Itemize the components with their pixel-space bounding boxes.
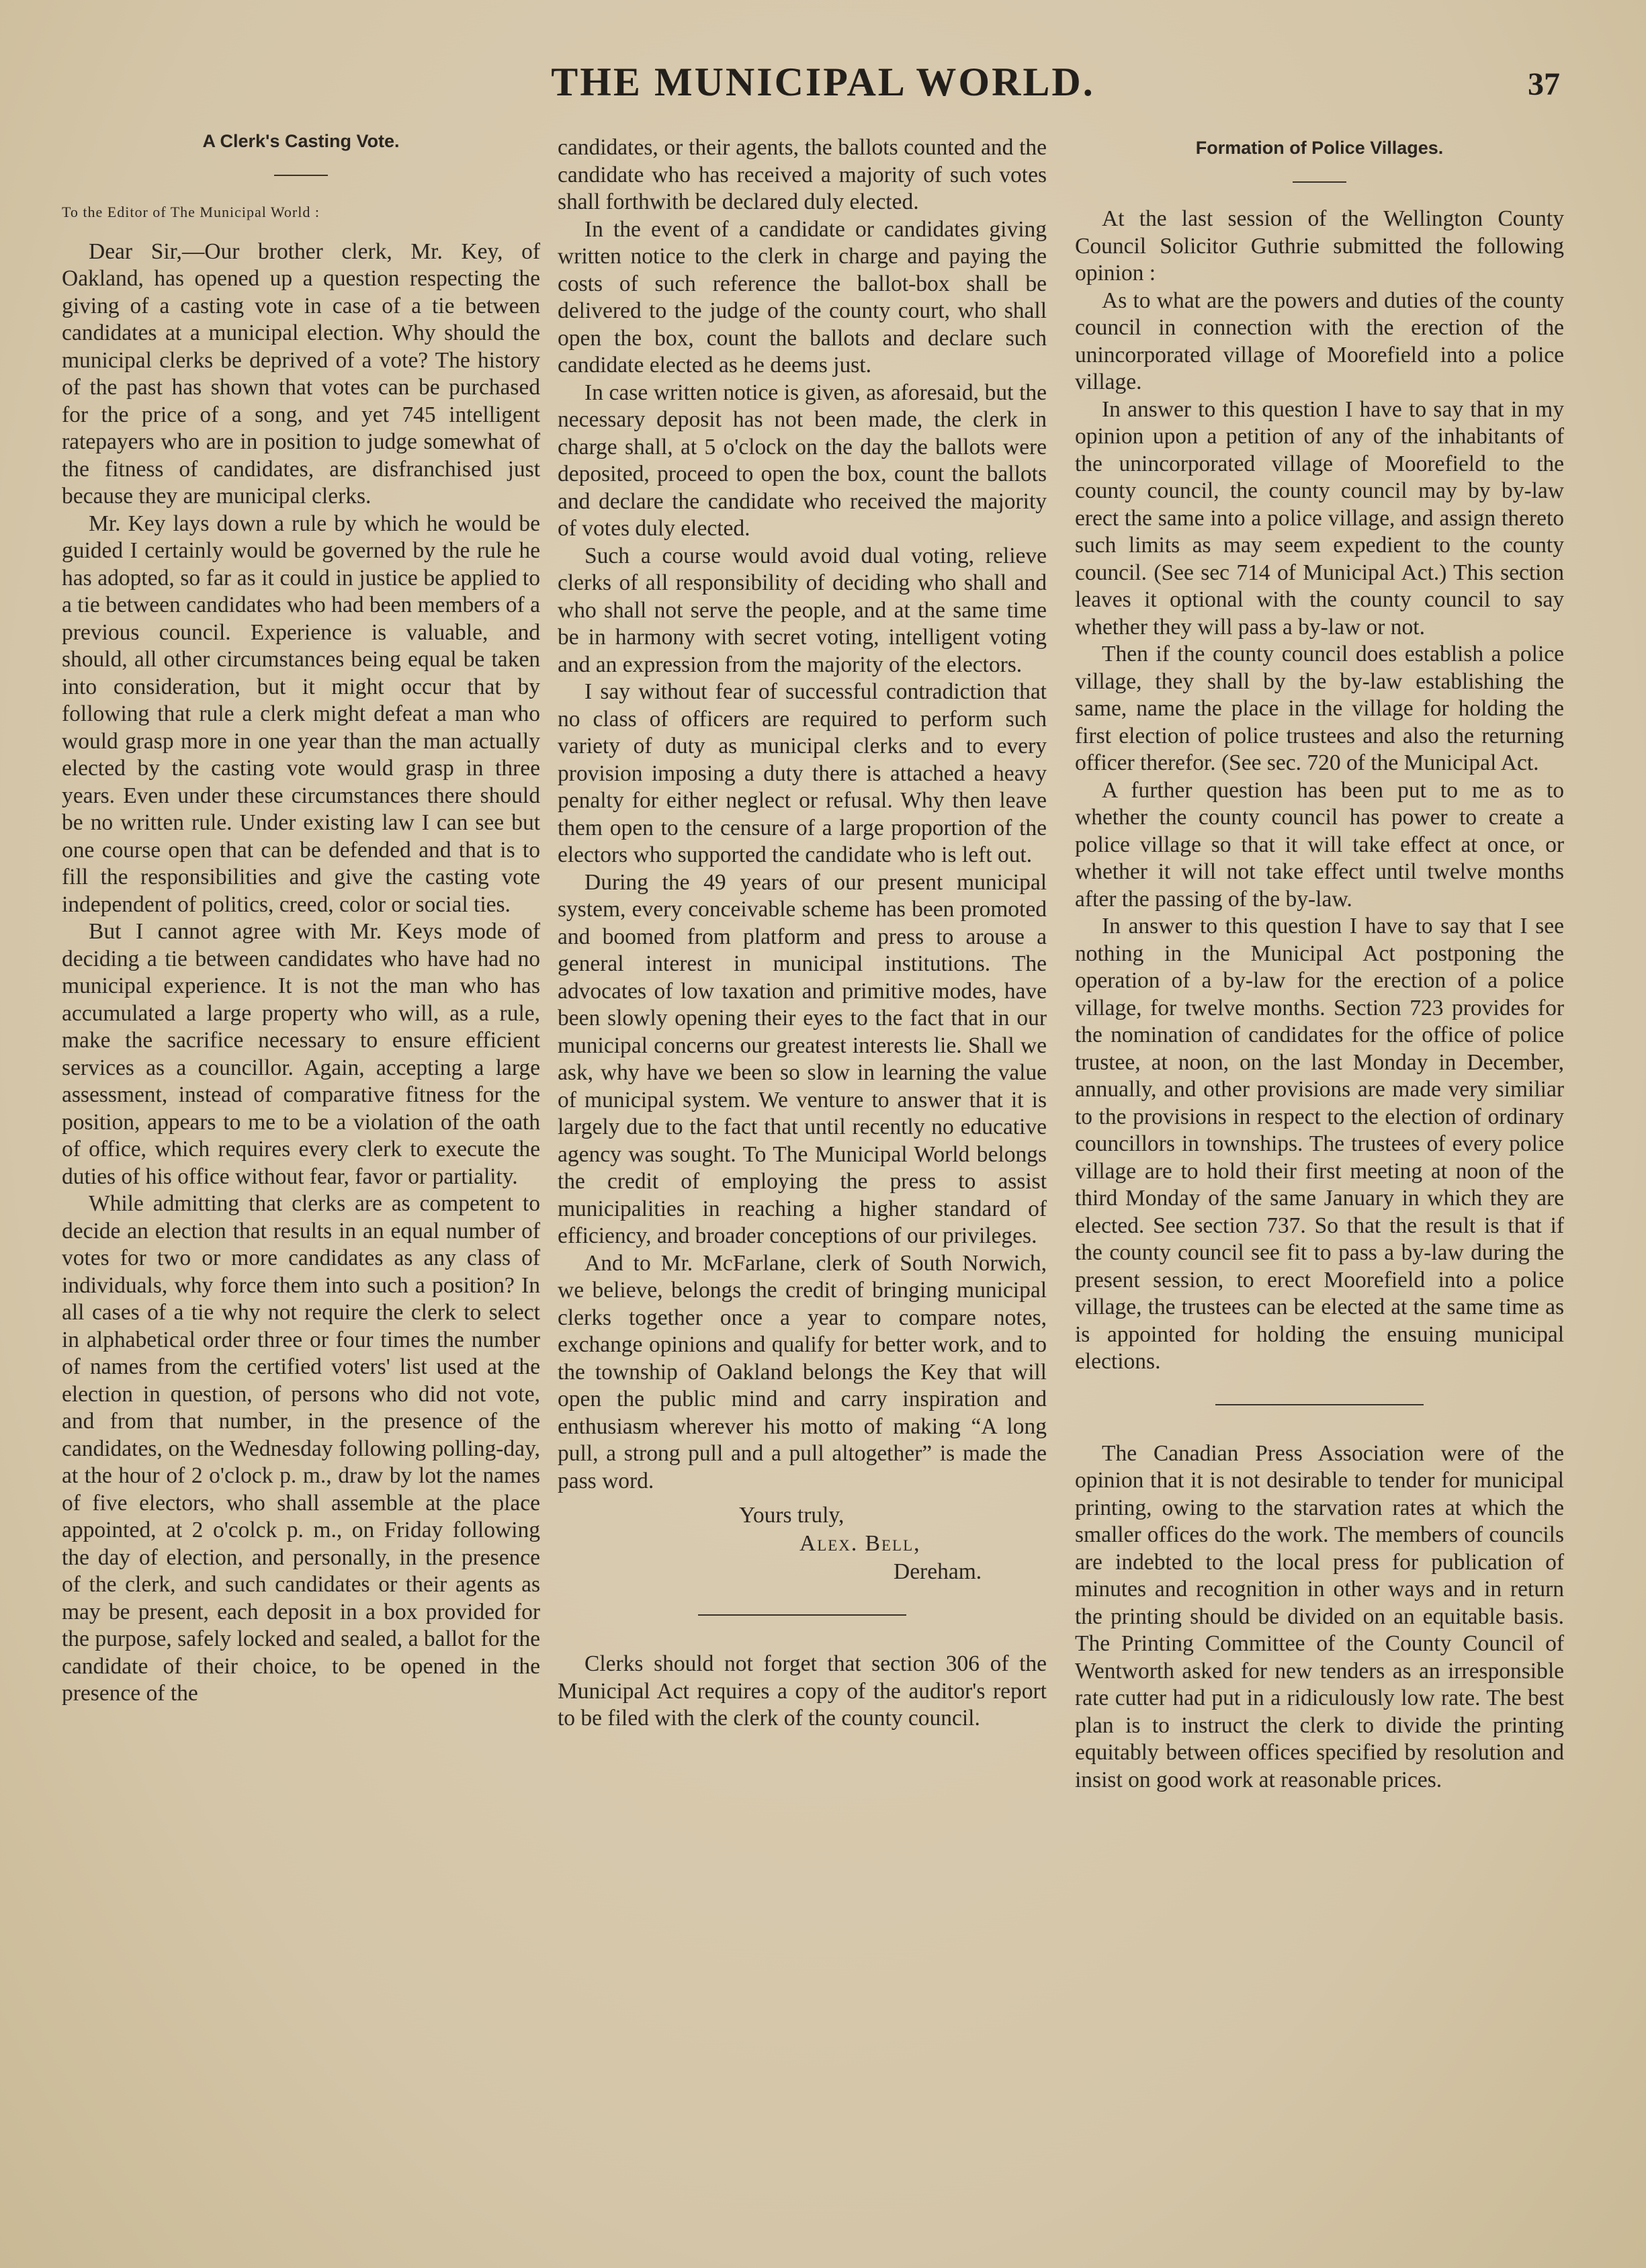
paragraph: I say without fear of successful contradiction that no class of officers are required to perform such variety of duty as municipal clerks and to every provision imposing a duty there is attached a heavy penalty for either neglect or refusal. Why then leave them open to the censure of a large proportion of the electors who supported the candidate who is left out. (558, 679, 1047, 867)
title-divider (274, 175, 328, 176)
paragraph: Such a course would avoid dual voting, relieve clerks of all responsibility of deciding who shall and who shall not serve the people, and at the same time be in harmony with secret voting, intelligent voting and an expression from the majority of the electors. (558, 543, 1047, 677)
article-title-police-villages: Formation of Police Villages. (1195, 138, 1444, 158)
paragraph: In case written notice is given, as aforesaid, but the necessary deposit has not been made, the clerk in charge shall, at 5 o'clock on the day the ballots were deposited, proceed to open the box, count the ballots and declare the candidate who received the majority of votes duly elected. (558, 380, 1047, 541)
paragraph: In answer to this question I have to say that I see nothing in the Municipal Act postponing the operation of a by-law for the erection of a police village, for twelve months. Section 723 provides for the nomination of candidates for the office of police trustee, at noon, on the last Monday in December, annually, and other provisions are made very similiar to the provisions in respect to the election of ordinary councillors in townships. The trustees of every police village are to hold their first meeting at noon of the third Monday of the same January in which they are elected. See section 737. So that the result is that if the county council see fit to pass a by-law during the present session, to erect Moorefield into a police village, the trustees can be elected at the same time as is appointed for holding the ensuing municipal elections. (1075, 914, 1564, 1374)
paragraph: During the 49 years of our present municipal system, every conceivable scheme has been promoted and boomed from platform and press to arouse a general interest in municipal institutions. The advocates of low taxation and primitive modes, have been slowly opening their eyes to the fact that in our municipal concerns our greatest interests lie. Shall we ask, why have we been so slow in learning the value of municipal system. We venture to answer that it is largely due to the fact that until recently no educative agency was sought. To The Municipal World belongs the credit of employing the press to assist municipalities in reaching a higher standard of efficiency, and broader conceptions of our privileges. (558, 869, 1047, 1248)
paragraph: Mr. Key lays down a rule by which he would be guided I certainly would be governed by the rule he has adopted, so far as it could in justice be applied to a tie between candidates who had been members of a previous council. Experience is valuable, and should, all other circumstances being equal be taken into consideration, but it might occur that by following that rule a clerk might defeat a man who would grasp more in one year than the man actually elected by the casting vote would grasp in three years. Even under these circumstances there should be no written rule. Under existing law I can see but one course open that can be defended and that is to fill the responsibilities and give the casting vote independent of politics, creed, color or social ties. (62, 511, 540, 917)
paragraph: In answer to this question I have to say that in my opinion upon a petition of any of the inhabitants of the unincorporated village of Moorefield to the county council, the county council may by by-law erect the same into a police village, and assign thereto such limits as may seem expedient to the county council. (See sec 714 of Municipal Act.) This section leaves it optional with the county council to say whether they will pass a by-law or not. (1075, 396, 1564, 640)
section-divider (698, 1614, 906, 1616)
title-divider (1293, 181, 1346, 183)
page-number: 37 (1528, 67, 1560, 102)
paragraph-press-association: The Canadian Press Association were of the opinion that it is not desirable to tender for municipal printing, owing to the starvation rates at which the smaller offices do the work. The members of councils are indebted to the local press for publication of minutes and recognition in other ways and in return the printing should be divided on an equitable basis. The Printing Committee of the County Council of Wentworth asked for new tenders as an irresponsible rate cutter had put in a ridiculously low rate. The best plan is to instruct the clerk to divide the printing equitably between offices specified by resolution and insist on good work at reasonable prices. (1075, 1440, 1564, 1792)
paragraph: Dear Sir,—Our brother clerk, Mr. Key, of Oakland, has opened up a question respecting the giving of a casting vote in case of a tie between candidates at a municipal election. Why should the municipal clerks be deprived of a vote? The history of the past has shown that votes can be purchased for the price of a song, and yet 745 intelligent ratepayers who are in position to judge somewhat of the fitness of candidates, are disfranchised just because they are municipal clerks. (62, 238, 540, 509)
paragraph: candidates, or their agents, the ballots counted and the candidate who has received a majority of such votes shall forthwith be declared duly elected. (558, 135, 1047, 214)
paragraph: At the last session of the Wellington County Council Solicitor Guthrie submitted the following opinion : (1075, 206, 1564, 286)
article-title-casting-vote: A Clerk's Casting Vote. (202, 131, 400, 151)
signature-closing: Yours truly, (739, 1503, 844, 1528)
column-middle (558, 134, 1047, 1733)
signature-place: Dereham. (894, 1559, 982, 1584)
paragraph: Then if the county council does establish a police village, they shall by the by-law establishing the same, name the place in the village for holding the first election of police trustees and also the returning officer therefor. (See sec. 720 of the Municipal Act. (1075, 642, 1564, 775)
paragraph: As to what are the powers and duties of the county council in connection with the erection of the unincorporated village of Moorefield into a police village. (1075, 288, 1564, 394)
paragraph: A further question has been put to me as to whether the county council has power to create a police village so that it will take effect at once, or whether it will not take effect until twelve months after the passing of the by-law. (1075, 777, 1564, 912)
paragraph-clerks-note: Clerks should not forget that section 306 of the Municipal Act requires a copy of the auditor's report to be filed with the clerk of the county council. (558, 1651, 1047, 1731)
paragraph: And to Mr. McFarlane, clerk of South Norwich, we believe, belongs the credit of bringing municipal clerks together once a year to compare notes, exchange opinions and qualify for better work, and to the township of Oakland belongs the Key that will open the public mind and carry inspiration and enthusiasm wherever his motto of making “A long pull, a strong pull and a pull altogether” is made the pass word. (558, 1250, 1047, 1493)
signature-name: Alex. Bell, (799, 1531, 921, 1556)
column-right (1075, 134, 1564, 1794)
paragraph: But I cannot agree with Mr. Keys mode of deciding a tie between candidates who have had no municipal experience. It is not the man who has accumulated a large property who will, as a rule, make the sacrifice necessary to ensure efficient services as a councillor. Again, accepting a large assessment, instead of comparative fitness for the position, appears to me to be a violation of the oath of office, which requires every clerk to execute the duties of his office without fear, favor or partiality. (62, 919, 540, 1189)
paragraph: In the event of a candidate or candidates giving written notice to the clerk in charge and paying the costs of such reference the ballot-box shall be delivered to the judge of the county court, who shall open the box, count the ballots and declare such candidate elected as he deems just. (558, 216, 1047, 378)
paragraph: While admitting that clerks are as competent to decide an election that results in an equal number of votes for two or more candidates as any class of individuals, why force them into such a position? In all cases of a tie why not require the clerk to select in alphabetical order three or four times the number of names from the certified voters' list used at the election in question, of persons who did not vote, and from that number, in the presence of the candidates, on the Wednesday following polling-day, at the hour of 2 o'clock p. m., draw by lot the names of five electors, who shall assemble at the place appointed, at 2 o'colck p. m., on Friday following the day of election, and personally, in the presence of the clerk, and such candidates or their agents as may be present, each deposit in a box provided for the purpose, safely locked and sealed, a ballot for the candidate of their choice, to be opened in the presence of the (62, 1191, 540, 1706)
letter-salutation: To the Editor of The Municipal World : (62, 204, 320, 220)
column-left (62, 128, 540, 1708)
masthead-title: THE MUNICIPAL WORLD. (551, 60, 1095, 104)
letter-signature (558, 1501, 1047, 1586)
section-divider (1215, 1404, 1424, 1405)
